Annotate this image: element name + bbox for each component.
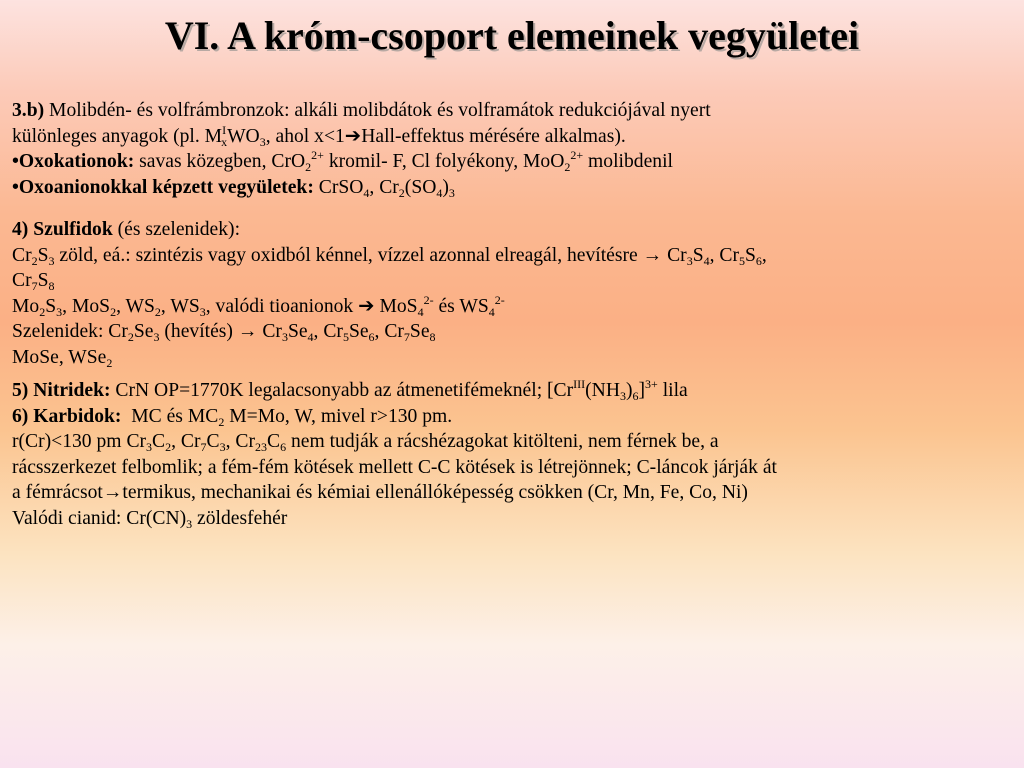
text: Cr	[662, 244, 687, 266]
right-arrow-icon: →	[237, 321, 258, 342]
right-arrow-icon: →	[642, 244, 663, 266]
text: Se	[287, 321, 308, 342]
text: , Cr	[369, 176, 399, 198]
text: Hall-effektus mérésére alkalmas).	[361, 125, 626, 147]
carbide-heading-line	[12, 404, 1016, 430]
subscript: 7	[31, 279, 38, 293]
slide-title: VI. A króm-csoport elemeinek vegyületei	[164, 13, 860, 58]
section-heading: 4) Szulfidok	[12, 219, 113, 240]
superscript: 2+	[570, 148, 584, 162]
superscript: I	[222, 122, 227, 137]
text: molibdenil	[583, 151, 673, 172]
subscript: 2	[305, 160, 312, 174]
text: ]	[638, 380, 646, 401]
subscript: 3	[619, 389, 626, 403]
text: és WS	[433, 295, 489, 317]
text: CrN OP=1770K legalacsonyabb az átmenetifémeknél; [Cr	[110, 380, 574, 401]
subscript: 6	[368, 330, 375, 344]
superscript: 3+	[645, 377, 658, 391]
section-4-heading	[12, 217, 1016, 243]
text: különleges anyagok (pl. M	[12, 125, 223, 147]
text: , Cr	[709, 244, 740, 266]
section-label: 3.b)	[12, 100, 45, 121]
text: , ahol x<1	[265, 125, 345, 147]
text: r(Cr)<130 pm Cr	[12, 431, 147, 452]
text: , valódi tioanionok	[205, 295, 359, 317]
subscript: 3	[146, 440, 153, 454]
subscript: 3	[259, 134, 266, 149]
subscript: 6	[280, 440, 287, 454]
superscript: 2-	[494, 292, 505, 307]
text: zöld, eá.: szintézis vagy oxidból kénnel, vízzel azonnal elreagál, hevítésre	[54, 244, 643, 266]
text: kromil- F, Cl folyékony, MoO	[323, 151, 565, 172]
text: Cr	[12, 244, 32, 266]
cyanide-line	[12, 506, 1016, 532]
carbide-line-2: rácsszerkezet felbomlik; a fém-fém kötések mellett C-C kötések is létrejönnek; C-láncok járják át	[12, 456, 777, 478]
subscript: x	[221, 134, 228, 149]
text: M=Mo, W, mivel r>130 pm.	[224, 405, 453, 427]
subscript: 4	[363, 185, 370, 200]
text: (SO	[404, 176, 437, 198]
section-3b-line-1	[12, 98, 1016, 124]
subscript: 5	[342, 330, 349, 344]
sulfide-line-3	[12, 294, 1016, 320]
text: C	[206, 431, 220, 452]
subscript: 2	[165, 440, 172, 454]
text: Molibdén- és volfrámbronzok: alkáli molibdátok és volframátok redukciójával nyert	[44, 100, 711, 121]
selenide-line-2	[12, 345, 1016, 371]
text: lila	[657, 380, 688, 401]
text: C	[152, 431, 166, 452]
subscript: 8	[429, 330, 436, 344]
subscript: 3	[186, 516, 193, 531]
sulfide-line-2	[12, 268, 1016, 294]
right-arrow-icon: ➔	[358, 295, 375, 317]
text: , Cr	[171, 431, 201, 452]
subscript: 3	[448, 185, 455, 200]
superscript: III	[573, 377, 586, 391]
text: S	[692, 244, 704, 266]
text: MC és MC	[121, 405, 219, 427]
spacer	[12, 370, 1016, 378]
text: , Cr	[313, 321, 343, 342]
section-heading: 5) Nitridek:	[12, 380, 111, 401]
subscript: 8	[48, 279, 55, 293]
text: , WS	[160, 295, 200, 317]
spacer	[12, 200, 1016, 217]
text: , Cr	[374, 321, 404, 342]
text: C	[266, 431, 281, 452]
text: Cr	[12, 270, 32, 291]
text: ,	[761, 244, 767, 266]
text: S	[37, 270, 49, 291]
subscript: 3	[686, 253, 693, 268]
subscript: 4	[703, 253, 710, 268]
subscript: 3	[153, 330, 160, 344]
superscript: 2+	[311, 148, 324, 162]
subscript: 7	[200, 440, 207, 454]
subscript: 3	[219, 440, 226, 454]
bullet-heading: •Oxoanionokkal képzett vegyületek:	[12, 176, 314, 198]
subscript: 2	[154, 304, 161, 319]
subscript: 6	[755, 253, 762, 268]
text: MoSe, WSe	[12, 346, 107, 368]
subscript: 3	[48, 253, 55, 268]
subscript: 5	[739, 253, 746, 268]
subscript: 2	[106, 355, 113, 370]
subscript: 2	[31, 253, 38, 268]
sulfide-line-1	[12, 243, 1016, 269]
text: )	[625, 380, 633, 401]
text: savas közegben, CrO	[134, 151, 306, 172]
text: Se	[409, 321, 430, 342]
bullet-oxoanionok	[12, 175, 1016, 201]
text: (és szelenidek):	[112, 219, 241, 240]
subscript: 23	[254, 440, 267, 454]
subscript: 2	[564, 160, 571, 174]
carbide-line-3: a fémrácsot→termikus, mechanikai és kémiai ellenállóképesség csökken (Cr, Mn, Fe, Co, Ni)	[12, 482, 748, 503]
subscript: 7	[403, 330, 410, 344]
right-arrow-icon: ➔	[344, 125, 362, 147]
subscript: 2	[398, 185, 405, 200]
section-3b-line-2	[12, 124, 1016, 150]
subscript: 3	[199, 304, 206, 319]
superscript: 2-	[423, 292, 434, 307]
text: nem tudják a rácshézagokat kitölteni, nem férnek be, a	[286, 431, 719, 452]
text: S	[745, 244, 756, 266]
subscript: 2	[39, 304, 46, 319]
section-heading: 6) Karbidok:	[12, 405, 122, 427]
text: Cr	[257, 321, 282, 342]
subscript: 2	[218, 414, 225, 429]
text: (NH	[585, 380, 620, 401]
subscript: 3	[56, 304, 63, 319]
slide-body	[12, 98, 1016, 531]
text: S	[45, 295, 57, 317]
text: , WS	[116, 295, 155, 317]
text: Mo	[12, 295, 40, 317]
text: Szelenidek: Cr	[12, 321, 128, 342]
carbide-line-1	[12, 429, 1016, 455]
selenide-line-1	[12, 319, 1016, 345]
text: (hevítés)	[159, 321, 238, 342]
text: , MoS	[62, 295, 111, 317]
text: S	[37, 244, 49, 266]
bullet-oxokationok	[12, 149, 1016, 175]
text: WO	[227, 125, 260, 147]
subscript: 6	[632, 389, 639, 403]
text: zöldesfehér	[192, 507, 288, 529]
text: Valódi cianid: Cr(CN)	[12, 507, 187, 529]
subscript: 4	[436, 185, 443, 200]
bullet-heading: •Oxokationok:	[12, 151, 135, 172]
text: MoS	[374, 295, 418, 317]
subscript: 2	[127, 330, 134, 344]
text: )	[442, 176, 449, 198]
text: Se	[133, 321, 154, 342]
subscript: 2	[110, 304, 117, 319]
subscript: 4	[417, 304, 424, 319]
subscript: 3	[281, 330, 288, 344]
text: Se	[348, 321, 369, 342]
text: CrSO	[313, 176, 364, 198]
nitride-line	[12, 378, 1016, 404]
subscript: 4	[488, 304, 495, 319]
subscript: 4	[307, 330, 314, 344]
text: , Cr	[225, 431, 255, 452]
